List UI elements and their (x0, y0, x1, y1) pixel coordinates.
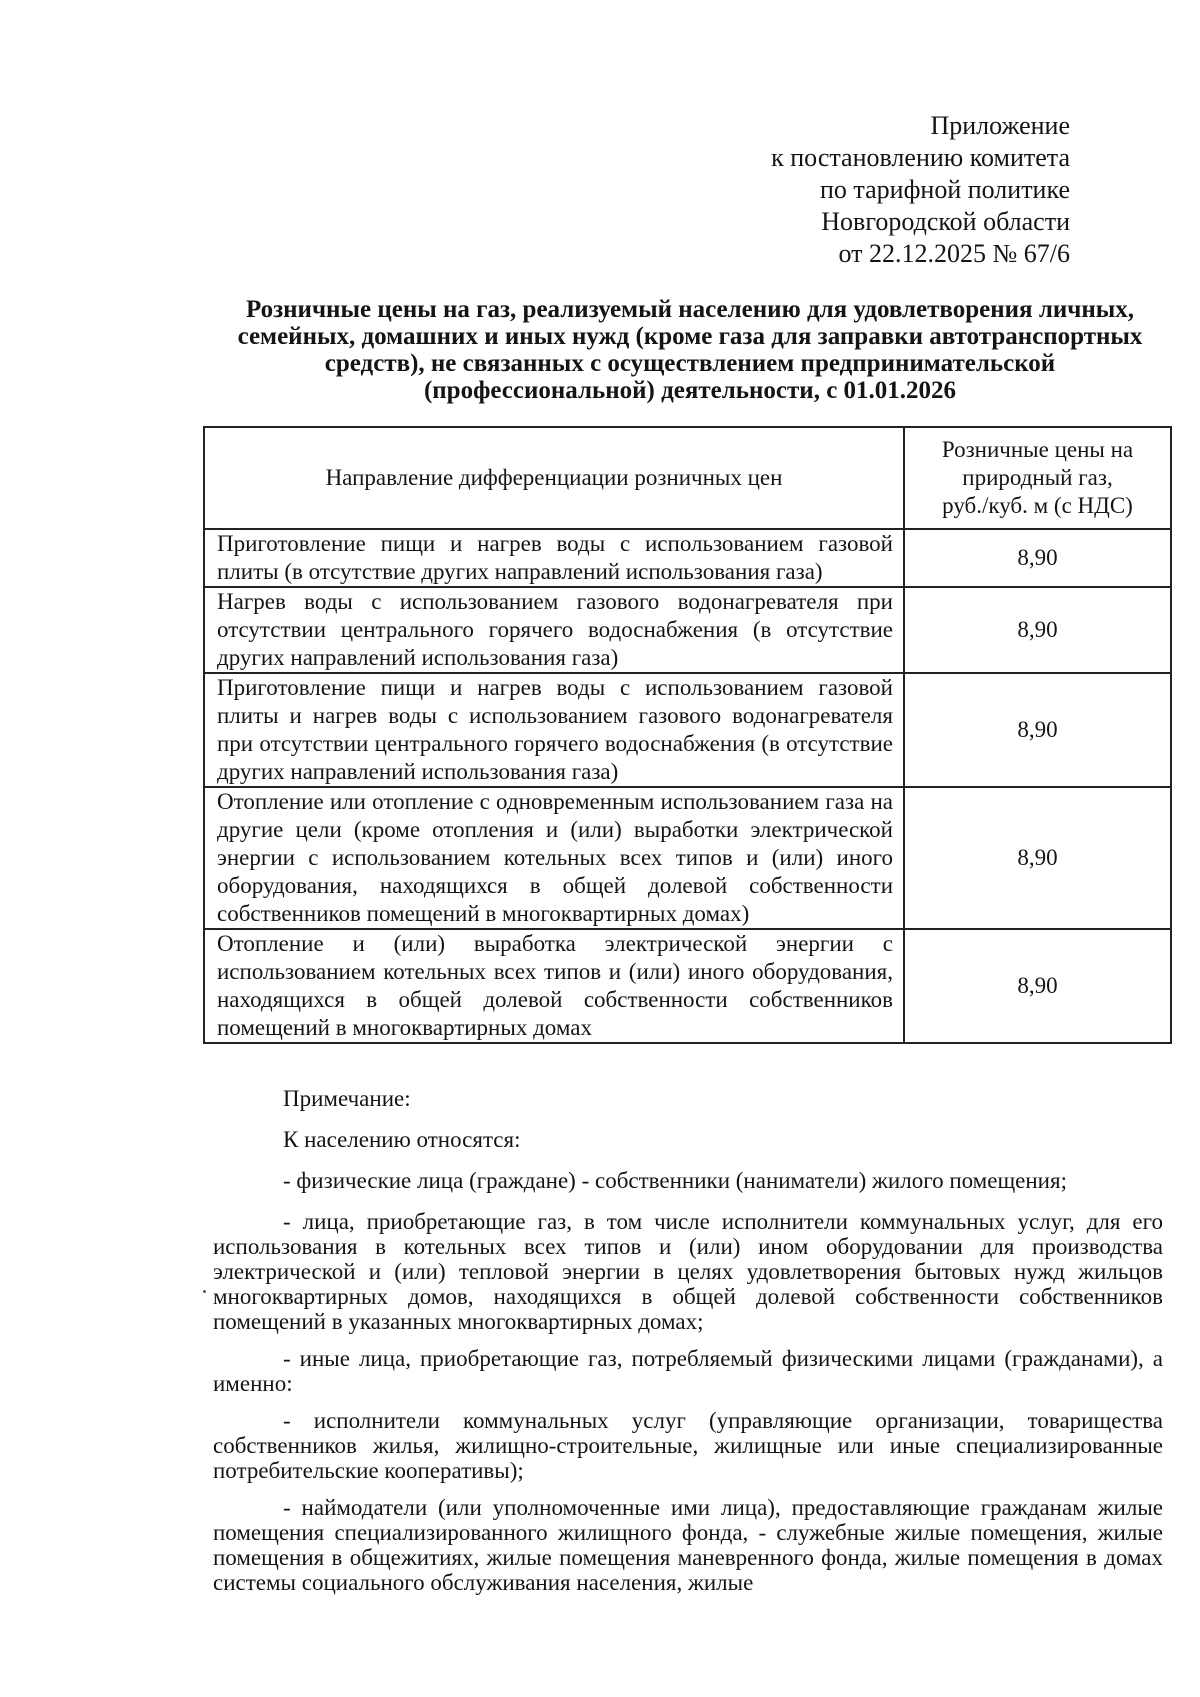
notes-item: - физические лица (граждане) - собственники (наниматели) жилого помещения; (283, 1168, 1067, 1193)
appendix-line: по тарифной политике (820, 175, 1070, 204)
table-row (204, 529, 1171, 587)
table-row (204, 587, 1171, 673)
price-table (203, 426, 1172, 1044)
appendix-date-number: от 22.12.2025 № 67/6 (838, 239, 1070, 268)
direction-cell: Нагрев воды с использованием газового водонагревателя при отсутствии центрального горячего водоснабжения (в отсутствие других направлений использования газа) (204, 587, 904, 673)
notes-section (213, 1086, 1163, 1607)
notes-item: - лица, приобретающие газ, в том числе исполнители коммунальных услуг, для его использования в котельных всех типов и (или) ином оборудовании для производства электрической и (или) тепловой энергии в целях удовлетворения бытовых нужд жильцов многоквартирных домов, находящихся в общей долевой собственности собственников помещений в указанных многоквартирных домах; (213, 1209, 1163, 1334)
column-header-price (904, 427, 1171, 529)
column-header-price-line: руб./куб. м (с НДС) (942, 493, 1133, 518)
price-cell: 8,90 (904, 587, 1171, 673)
notes-intro: К населению относятся: (283, 1127, 521, 1152)
table-row (204, 787, 1171, 929)
direction-cell: Приготовление пищи и нагрев воды с использованием газовой плиты и нагрев воды с использованием газового водонагревателя при отсутствии центрального горячего водоснабжения (в отсутствие других направлений использования газа) (204, 673, 904, 787)
column-header-price-line: Розничные цены на (941, 437, 1134, 462)
table-row (204, 673, 1171, 787)
notes-item: - наймодатели (или уполномоченные ими лица), предоставляющие гражданам жилые помещения специализированного жилищного фонда, - служебные жилые помещения, жилые помещения в общежитиях, жилые помещения маневренного фонда, жилые помещения в домах системы социального обслуживания населения, жилые (213, 1495, 1163, 1595)
document-title: Розничные цены на газ, реализуемый населению для удовлетворения личных, семейных, домашних и иных нужд (кроме газа для заправки автотранспортных средств), не связанных с осуществлением предпринимательской (профессиональной) деятельности, с 01.01.2026 (237, 296, 1143, 404)
price-cell: 8,90 (904, 787, 1171, 929)
appendix-line: Новгородской области (821, 207, 1070, 236)
appendix-line: к постановлению комитета (771, 143, 1070, 172)
appendix-header (771, 110, 1070, 270)
direction-cell: Отопление и (или) выработка электрической энергии с использованием котельных всех типов и (или) иного оборудования, находящихся в общей долевой собственности собственников помещений в многоквартирных домах (204, 929, 904, 1043)
notes-heading: Примечание: (283, 1086, 411, 1111)
scan-speck (203, 1290, 206, 1293)
table-row (204, 929, 1171, 1043)
appendix-line: Приложение (930, 111, 1070, 140)
column-header-price-line: природный газ, (962, 465, 1113, 490)
price-cell: 8,90 (904, 529, 1171, 587)
price-cell: 8,90 (904, 673, 1171, 787)
direction-cell: Приготовление пищи и нагрев воды с использованием газовой плиты (в отсутствие других направлений использования газа) (204, 529, 904, 587)
price-cell: 8,90 (904, 929, 1171, 1043)
notes-item: - иные лица, приобретающие газ, потребляемый физическими лицами (гражданами), а именно: (213, 1346, 1163, 1396)
direction-cell: Отопление или отопление с одновременным использованием газа на другие цели (кроме отопления и (или) выработки электрической энергии с использованием котельных всех типов и (или) иного оборудования, находящихся в общей долевой собственности собственников помещений в многоквартирных домах) (204, 787, 904, 929)
column-header-direction: Направление дифференциации розничных цен (204, 427, 904, 529)
table-header-row (204, 427, 1171, 529)
notes-item: - исполнители коммунальных услуг (управляющие организации, товарищества собственников жилья, жилищно-строительные, жилищные или иные специализированные потребительские кооперативы); (213, 1408, 1163, 1483)
